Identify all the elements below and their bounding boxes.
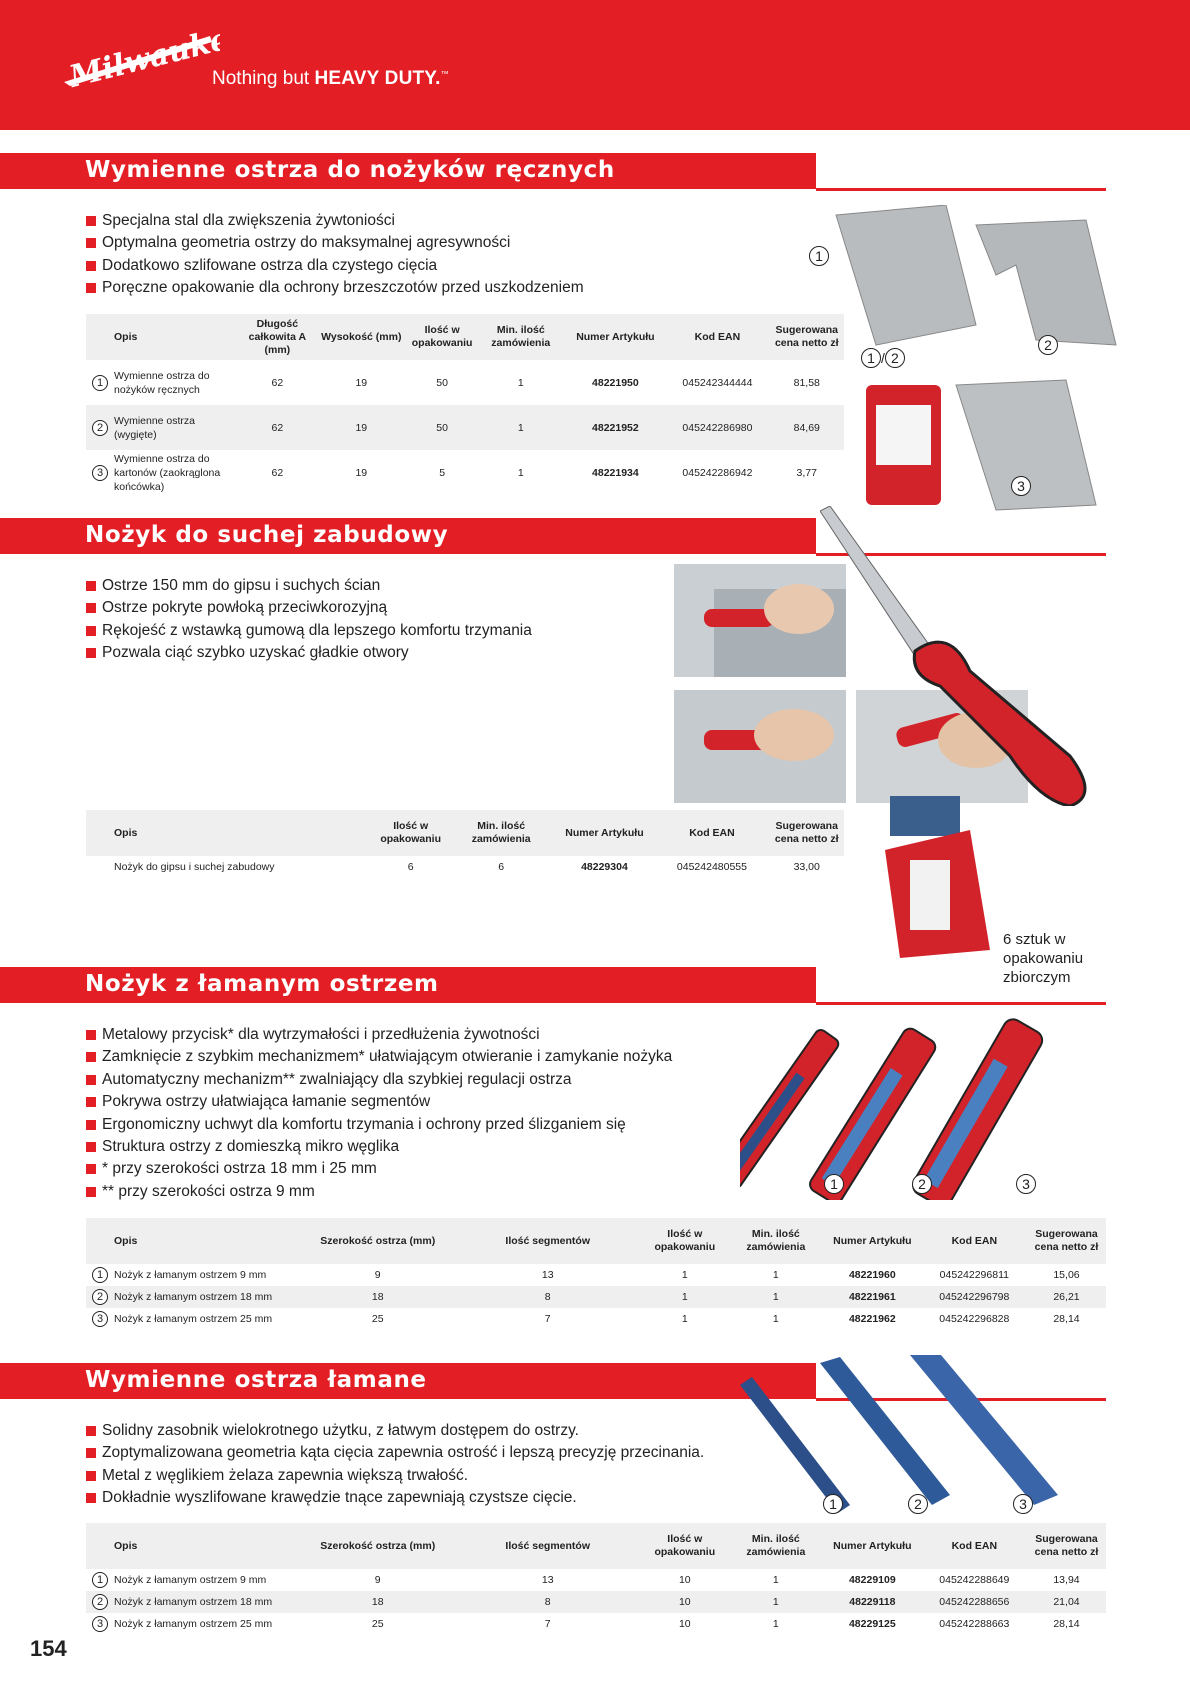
label-circle: 3 [1016,1174,1036,1194]
table-row: 3 Nożyk z łamanym ostrzem 25 mm 25 7 10 1 48229125 045242288663 28,14 [86,1613,1106,1635]
row-number: 2 [92,1594,108,1610]
col-min: Min. ilość zamówienia [729,1218,823,1264]
label-combo: 1 / 2 [861,348,905,368]
table-row: 2 Wymienne ostrza (wygięte) 62 19 50 1 48221952 045242286980 84,69 [86,405,844,450]
bullet: Pozwala ciąć szybko uzyskać gładkie otwory [86,642,532,664]
replacement-blades-image [740,1355,1100,1515]
label-circle: 2 [912,1174,932,1194]
row-number: 3 [92,465,108,481]
bullet: * przy szerokości ostrza 18 mm i 25 mm [86,1158,672,1180]
label-circle: 3 [1011,476,1031,496]
section-1-title: Wymienne ostrza do nożyków ręcznych [85,157,615,183]
label-circle: 1 [824,1174,844,1194]
col-price: Sugerowana cena netto zł [1027,1523,1106,1569]
section-1-table [86,314,844,495]
col-desc: Opis [86,1218,301,1264]
bullet: Pokrywa ostrzy ułatwiająca łamanie segmentów [86,1091,672,1113]
row-number: 3 [92,1311,108,1327]
bullet: Poręczne opakowanie dla ochrony brzeszczotów przed uszkodzeniem [86,277,584,299]
table-row: 1 Wymienne ostrza do nożyków ręcznych 62 19 50 1 48221950 045242344444 81,58 [86,360,844,405]
bullet: Solidny zasobnik wielokrotnego użytku, z łatwym dostępem do ostrzy. [86,1420,704,1442]
col-width: Szerokość ostrza (mm) [301,1218,455,1264]
col-segments: Ilość segmentów [455,1523,641,1569]
tagline: Nothing but HEAVY DUTY.™ [212,68,449,89]
col-min: Min. ilość zamówienia [729,1523,823,1569]
snap-off-knives-image [740,1010,1080,1200]
bullet: Specjalna stal dla zwiększenia żywtoniości [86,210,584,232]
col-article: Numer Artykułu [565,314,665,360]
bullet: Dokładnie wyszlifowane krawędzie tnące zapewniają czystsze cięcie. [86,1487,704,1509]
table-row: 3 Wymienne ostrza do kartonów (zaokrąglona końcówka) 62 19 5 1 48221934 045242286942 3,77 [86,450,844,495]
section-3-table [86,1218,1106,1330]
row-number: 3 [92,1616,108,1632]
col-article: Numer Artykułu [823,1218,922,1264]
label-circle: 1 [809,246,829,266]
col-qty: Ilość w opakowaniu [641,1218,729,1264]
bullet: Dodatkowo szlifowane ostrza dla czystego cięcia [86,255,584,277]
col-price: Sugerowana cena netto zł [770,314,844,360]
display-box-image [880,790,1000,960]
bullet: Metalowy przycisk* dla wytrzymałości i przedłużenia żywotności [86,1024,672,1046]
label-circle: 1 [823,1494,843,1514]
col-height: Wysokość (mm) [315,314,409,360]
col-price: Sugerowana cena netto zł [769,810,844,856]
section-2-table [86,810,844,878]
section-3-title: Nożyk z łamanym ostrzem [85,971,439,997]
bullet: Zamknięcie z szybkim mechanizmem* ułatwiającym otwieranie i zamykanie nożyka [86,1046,672,1068]
section-2-title: Nożyk do suchej zabudowy [85,522,449,548]
page-header [0,0,1190,130]
row-number: 1 [92,375,108,391]
bullet: Optymalna geometria ostrzy do maksymalnej agresywności [86,232,584,254]
col-length: Długość całkowita A (mm) [240,314,314,360]
table-row: 2 Nożyk z łamanym ostrzem 18 mm 18 8 1 1 48221961 045242296798 26,21 [86,1286,1106,1308]
logo-wordmark: Milwaukee [66,30,220,90]
col-desc: Opis [86,810,373,856]
milwaukee-logo [60,30,220,90]
label-circle: 2 [1038,335,1058,355]
section-1-bullets [86,210,584,300]
section-4-bullets [86,1420,704,1510]
col-article: Numer Artykułu [554,810,654,856]
col-price: Sugerowana cena netto zł [1027,1218,1106,1264]
packaging-note: 6 sztuk w opakowaniu zbiorczym [1003,931,1084,986]
table-row: 1 Nożyk z łamanym ostrzem 9 mm 9 13 1 1 48221960 045242296811 15,06 [86,1264,1106,1286]
section-3-rule [816,1002,1106,1005]
col-ean: Kod EAN [665,314,769,360]
row-number: 2 [92,1289,108,1305]
table-row: 3 Nożyk z łamanym ostrzem 25 mm 25 7 1 1 48221962 045242296828 28,14 [86,1308,1106,1330]
row-number: 1 [92,1572,108,1588]
bullet: Rękojeść z wstawką gumową dla lepszego komfortu trzymania [86,620,532,642]
bullet: ** przy szerokości ostrza 9 mm [86,1181,672,1203]
row-number: 1 [92,1267,108,1283]
page-number: 154 [30,1636,67,1661]
col-ean: Kod EAN [922,1523,1027,1569]
bullet: Struktura ostrzy z domieszką mikro węglika [86,1136,672,1158]
col-qty: Ilość w opakowaniu [641,1523,729,1569]
table-row: 2 Nożyk z łamanym ostrzem 18 mm 18 8 10 1 48229118 045242288656 21,04 [86,1591,1106,1613]
col-ean: Kod EAN [922,1218,1027,1264]
section-4-title: Wymienne ostrza łamane [85,1367,427,1393]
row-number: 2 [92,420,108,436]
col-article: Numer Artykułu [823,1523,922,1569]
bullet: Automatyczny mechanizm** zwalniający dla szybkiej regulacji ostrza [86,1069,672,1091]
table-row: Nożyk do gipsu i suchej zabudowy 6 6 48229304 045242480555 33,00 [114,861,820,873]
bullet: Ostrze 150 mm do gipsu i suchych ścian [86,575,532,597]
col-min: Min. ilość zamówienia [448,810,554,856]
drywall-saw-image [820,506,1110,806]
section-2-bullets [86,575,532,665]
section-1-rule [816,188,1106,191]
col-desc: Opis [86,1523,301,1569]
col-segments: Ilość segmentów [455,1218,641,1264]
col-desc: Opis [86,314,240,360]
table-row: 1 Nożyk z łamanym ostrzem 9 mm 9 13 10 1 48229109 045242288649 13,94 [86,1569,1106,1591]
bullet: Ergonomiczny uchwyt dla komfortu trzymania i ochrony przed ślizganiem się [86,1114,672,1136]
section-3-bullets [86,1024,672,1203]
label-circle: 3 [1013,1494,1033,1514]
col-qty: Ilość w opakowaniu [408,314,476,360]
col-width: Szerokość ostrza (mm) [301,1523,455,1569]
bullet: Metal z węglikiem żelaza zapewnia większą trwałość. [86,1465,704,1487]
col-min: Min. ilość zamówienia [476,314,565,360]
label-circle: 2 [908,1494,928,1514]
col-qty: Ilość w opakowaniu [373,810,448,856]
col-ean: Kod EAN [654,810,769,856]
bullet: Zoptymalizowana geometria kąta cięcia zapewnia ostrość i lepszą precyzję przecinania. [86,1442,704,1464]
bullet: Ostrze pokryte powłoką przeciwkorozyjną [86,597,532,619]
section-4-table [86,1523,1106,1635]
